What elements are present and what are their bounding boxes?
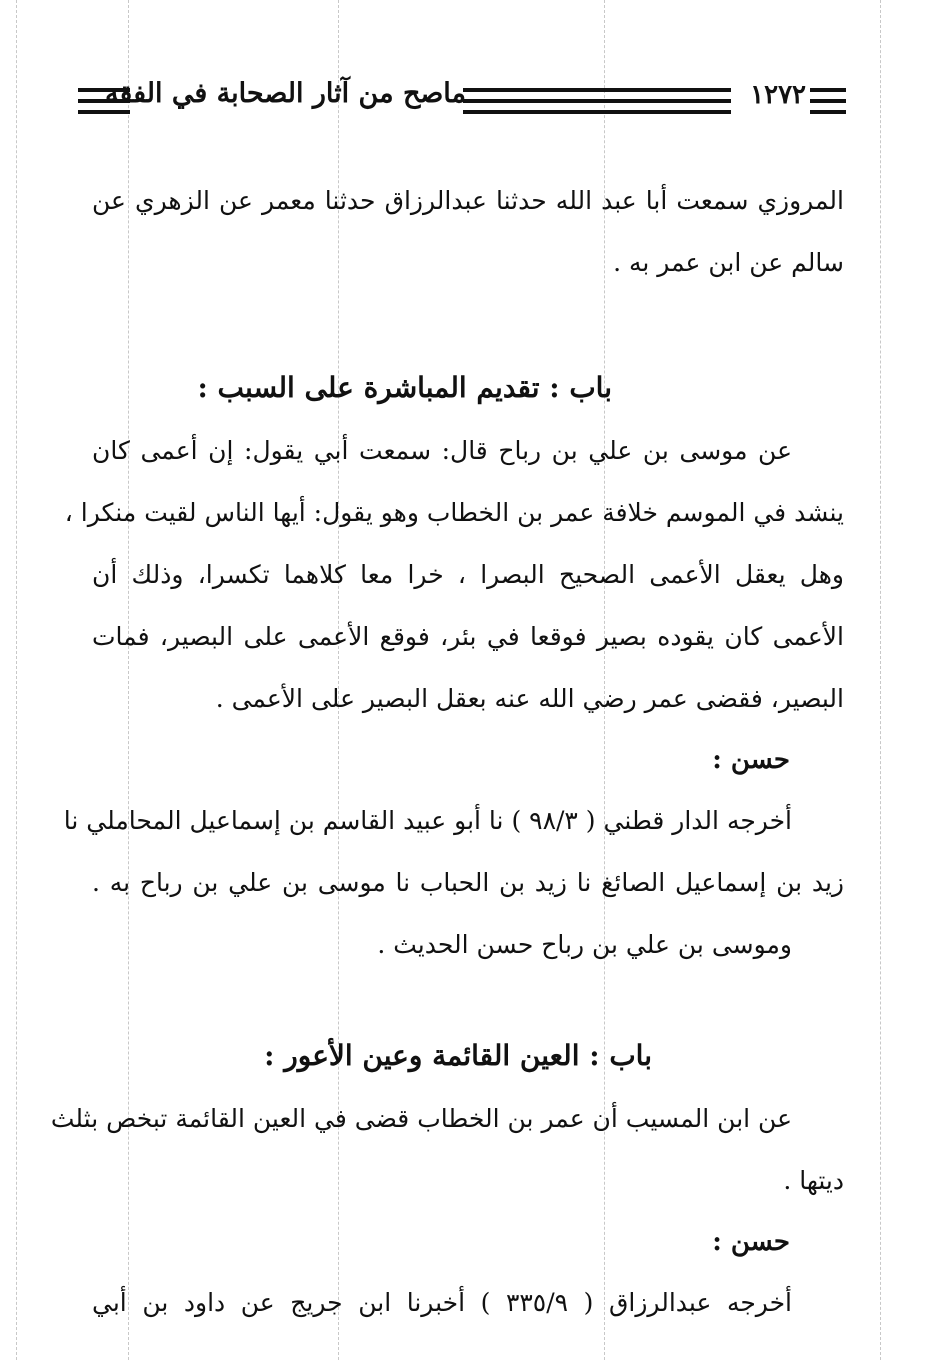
page-body	[50, 170, 844, 1334]
paragraph-takhrij	[63, 790, 844, 976]
paragraph-takhrij	[92, 1272, 844, 1334]
text-line: وهل يعقل الأعمى الصحيح البصرا ، خرا معا كلاهما تكسرا، وذلك أن	[92, 560, 844, 589]
paragraph-narration	[64, 420, 844, 730]
text-line: المروزي سمعت أبا عبد الله حدثنا عبدالرزاق حدثنا معمر عن الزهري عن	[92, 186, 844, 215]
running-title: ماصح من آثار الصحابة في الفقه	[104, 78, 466, 109]
header-rule-middle	[463, 88, 731, 114]
text-line: أخرجه عبدالرزاق ( ٣٣٥/٩ ) أخبرنا ابن جريج عن داود بن أبي	[92, 1288, 792, 1317]
paragraph-continuation	[92, 170, 844, 294]
grade-label: حسن :	[712, 1227, 790, 1257]
text-line: ينشد في الموسم خلافة عمر بن الخطاب وهو يقول: أيها الناس لقيت منكرا ،	[64, 498, 844, 527]
text-line: عن ابن المسيب أن عمر بن الخطاب قضى في العين القائمة تبخص بثلث	[50, 1104, 792, 1133]
text-line: ديتها .	[783, 1166, 844, 1195]
header-rule-right	[810, 88, 846, 114]
paragraph-narration	[50, 1088, 844, 1212]
scan-fold-line	[16, 0, 17, 1360]
scan-fold-line	[880, 0, 881, 1360]
page-header	[78, 76, 846, 120]
grade-label: حسن :	[712, 745, 790, 775]
page-number: ١٢٧٢	[750, 80, 806, 110]
text-line: الأعمى كان يقوده بصير فوقعا في بئر، فوقع الأعمى على البصير، فمات	[92, 622, 844, 651]
text-line: وموسى بن علي بن رباح حسن الحديث .	[377, 930, 792, 959]
text-line: أخرجه الدار قطني ( ٩٨/٣ ) نا أبو عبيد القاسم بن إسماعيل المحاملي نا	[63, 806, 792, 835]
text-line: زيد بن إسماعيل الصائغ نا زيد بن الحباب نا موسى بن علي بن رباح به .	[92, 868, 844, 897]
section-heading: باب : تقديم المباشرة على السبب :	[197, 371, 612, 404]
text-line: سالم عن ابن عمر به .	[613, 248, 844, 277]
text-line: البصير، فقضى عمر رضي الله عنه بعقل البصير على الأعمى .	[215, 684, 844, 713]
section-heading: باب : العين القائمة وعين الأعور :	[264, 1039, 652, 1072]
text-line: عن موسى بن علي بن رباح قال: سمعت أبي يقول: إن أعمى كان	[92, 436, 792, 465]
